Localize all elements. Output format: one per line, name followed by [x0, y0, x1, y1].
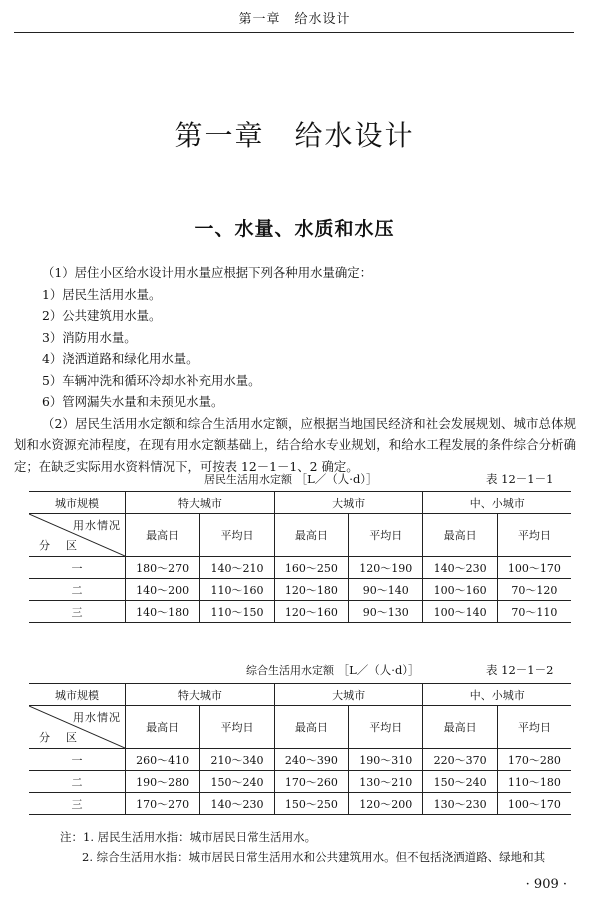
list-item: 2）公共建筑用水量。	[42, 308, 162, 323]
table-cell: 150～240	[423, 771, 497, 793]
zone-cell: 一	[29, 557, 126, 579]
table-cell: 110～150	[200, 601, 274, 623]
table-caption-name: 综合生活用水定额	[246, 664, 334, 677]
table-cell: 140～230	[423, 557, 497, 579]
list-item: 6）管网漏失水量和未预见水量。	[42, 394, 224, 409]
table-notes	[60, 827, 580, 867]
table-unit: ［L／（人·d）］	[337, 663, 420, 677]
table-row	[29, 601, 571, 623]
table-cell: 70～110	[497, 601, 571, 623]
table-cell: 100～170	[497, 557, 571, 579]
column-header: 平均日	[349, 706, 423, 749]
section-title: 一、水量、水质和水压	[194, 218, 395, 240]
zone-cell: 一	[29, 749, 126, 771]
table-header-row	[29, 492, 571, 514]
city-group-header: 特大城市	[126, 492, 275, 514]
table-cell: 90～130	[349, 601, 423, 623]
table-caption	[204, 471, 574, 487]
table-cell: 140～180	[126, 601, 200, 623]
table-cell: 210～340	[200, 749, 274, 771]
diag-label-zone: 分区	[39, 731, 93, 744]
table-cell: 220～370	[423, 749, 497, 771]
table-cell: 120～180	[274, 579, 348, 601]
list-item: 3）消防用水量。	[42, 329, 137, 345]
table-row	[29, 793, 571, 815]
page-number: · 909 ·	[525, 877, 567, 892]
column-header: 最高日	[423, 514, 497, 557]
zone-cell: 二	[29, 579, 126, 601]
column-header: 最高日	[274, 706, 348, 749]
table-cell: 190～310	[349, 749, 423, 771]
table-cell: 170～260	[274, 771, 348, 793]
note-line: 2. 综合生活用水指：城市居民日常生活用水和公共建筑用水。但不包括浇洒道路、绿地和其	[82, 850, 546, 864]
diag-label-usage: 用水情况	[73, 711, 121, 724]
table-cell: 240～390	[274, 749, 348, 771]
table-cell: 120～190	[349, 557, 423, 579]
column-header: 平均日	[497, 514, 571, 557]
table-row	[29, 749, 571, 771]
table-header-row	[29, 684, 571, 706]
column-header: 平均日	[349, 514, 423, 557]
table-row	[29, 557, 571, 579]
table-row	[29, 771, 571, 793]
table-caption-name: 居民生活用水定额	[204, 473, 292, 486]
table-cell: 140～200	[126, 579, 200, 601]
city-group-header: 大城市	[274, 684, 423, 706]
table-cell: 190～280	[126, 771, 200, 793]
column-header: 平均日	[497, 706, 571, 749]
column-header: 平均日	[200, 514, 274, 557]
city-group-header: 中、小城市	[423, 492, 571, 514]
table-number: 表 12－1－2	[486, 663, 554, 677]
city-scale-label: 城市规模	[29, 684, 126, 706]
column-header: 最高日	[126, 514, 200, 557]
city-group-header: 特大城市	[126, 684, 275, 706]
table-cell: 110～180	[497, 771, 571, 793]
table-comprehensive-quota	[29, 683, 571, 815]
zone-cell: 三	[29, 793, 126, 815]
table-unit: ［L／（人·d）］	[295, 472, 378, 486]
table-cell: 130～210	[349, 771, 423, 793]
city-group-header: 中、小城市	[423, 684, 571, 706]
table-cell: 170～280	[497, 749, 571, 771]
note-line: 注：1. 居民生活用水指：城市居民日常生活用水。	[60, 830, 317, 844]
table-number: 表 12－1－1	[486, 472, 554, 486]
running-head: 第一章 给水设计	[238, 12, 351, 27]
table-cell: 120～200	[349, 793, 423, 815]
table-cell: 140～210	[200, 557, 274, 579]
table-cell: 100～160	[423, 579, 497, 601]
city-scale-label: 城市规模	[29, 492, 126, 514]
intro-paragraph: （1）居住小区给水设计用水量应根据下列各种用水量确定：	[42, 265, 373, 280]
table-cell: 100～140	[423, 601, 497, 623]
table-cell: 120～160	[274, 601, 348, 623]
table-cell: 260～410	[126, 749, 200, 771]
table-cell: 110～160	[200, 579, 274, 601]
body-text	[14, 262, 576, 477]
column-header: 平均日	[200, 706, 274, 749]
diagonal-header-cell	[29, 706, 126, 749]
list-item: 5）车辆冲洗和循环冷却水补充用水量。	[42, 372, 261, 388]
column-header: 最高日	[423, 706, 497, 749]
table-cell: 100～170	[497, 793, 571, 815]
table-residential-quota	[29, 491, 571, 623]
table-cell: 70～120	[497, 579, 571, 601]
zone-cell: 二	[29, 771, 126, 793]
column-header: 最高日	[274, 514, 348, 557]
column-header: 最高日	[126, 706, 200, 749]
table-caption	[246, 662, 576, 678]
list-item: 1）居民生活用水量。	[42, 286, 162, 302]
chapter-title: 第一章 给水设计	[174, 119, 415, 152]
city-group-header: 大城市	[274, 492, 423, 514]
table-cell: 170～270	[126, 793, 200, 815]
table-cell: 150～250	[274, 793, 348, 815]
diag-label-usage: 用水情况	[73, 519, 121, 532]
diagonal-header-cell	[29, 514, 126, 557]
table-row	[29, 579, 571, 601]
table-header-row	[29, 514, 571, 557]
table-cell: 90～140	[349, 579, 423, 601]
table-cell: 140～230	[200, 793, 274, 815]
table-cell: 180～270	[126, 557, 200, 579]
list-item: 4）浇洒道路和绿化用水量。	[42, 351, 199, 366]
header-rule	[14, 32, 574, 33]
table-header-row	[29, 706, 571, 749]
diag-label-zone: 分区	[39, 539, 93, 552]
table-cell: 150～240	[200, 771, 274, 793]
quota-paragraph: （2）居民生活用水定额和综合生活用水定额，应根据当地国民经济和社会发展规划、城市总体规划和水资源充沛程度，在现有用水定额基础上，结合给水专业规划，和给水工程发展的条件综合分析确定；在缺乏实际用水资料情况下，可按表 12－1－1、2 确定。	[14, 415, 576, 474]
zone-cell: 三	[29, 601, 126, 623]
table-cell: 160～250	[274, 557, 348, 579]
table-cell: 130～230	[423, 793, 497, 815]
